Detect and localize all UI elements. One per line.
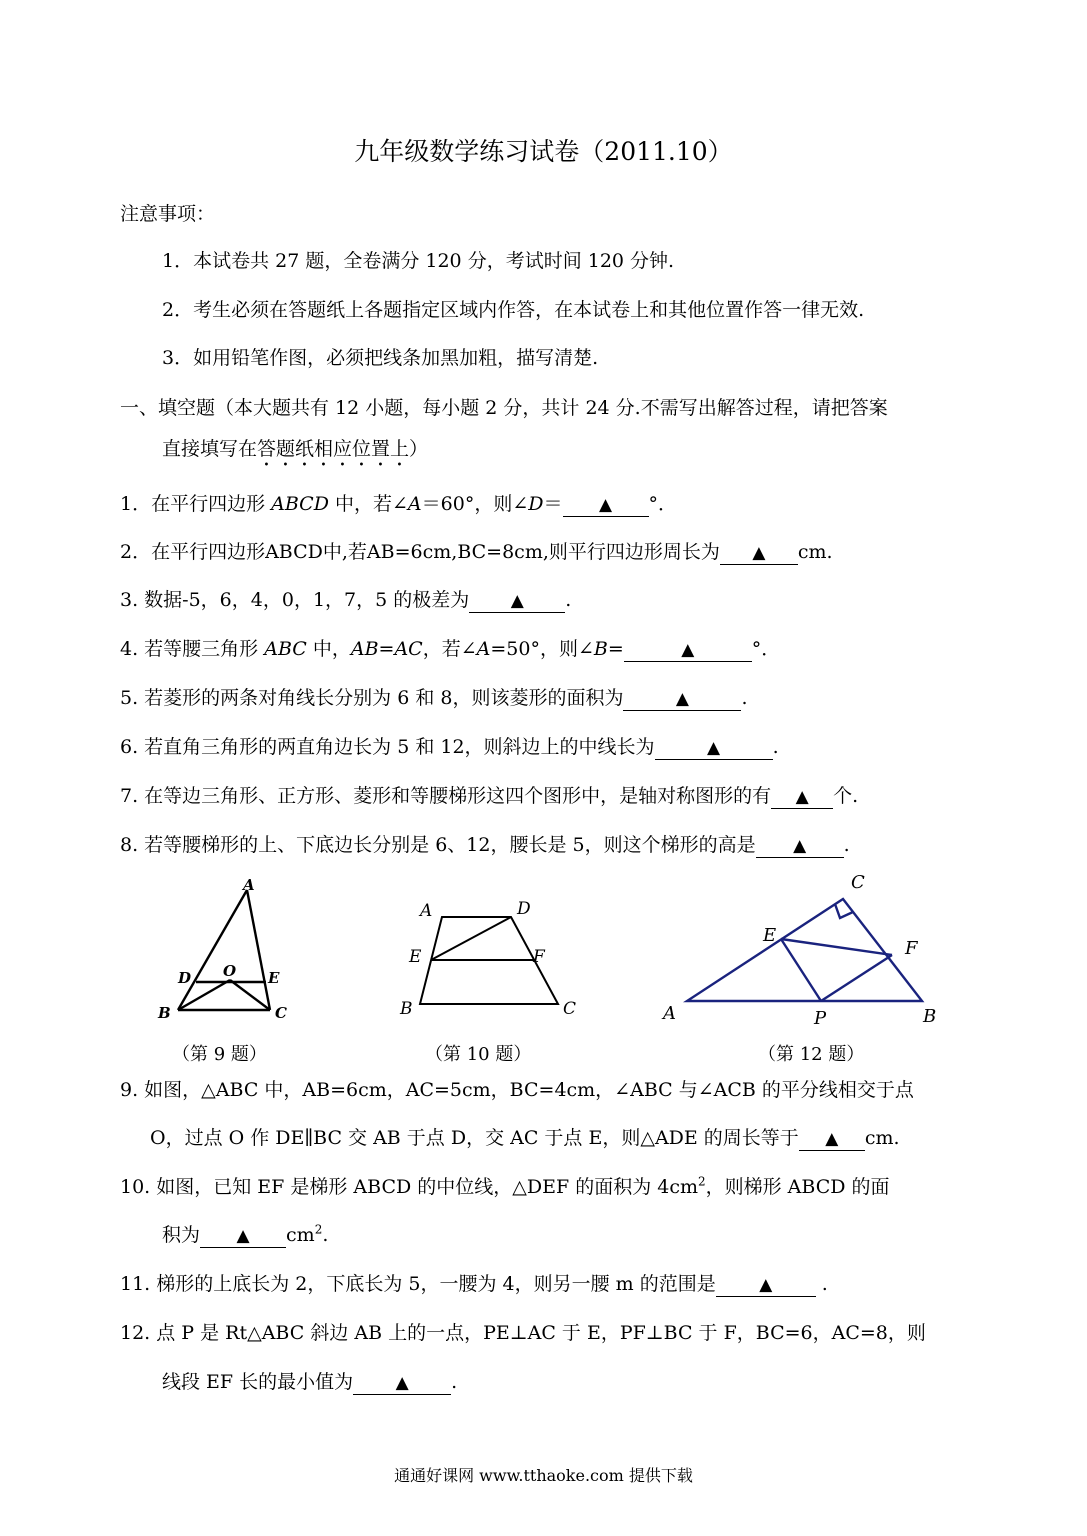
triangle-icon: ▲ xyxy=(681,640,695,660)
question-10-line1 xyxy=(120,1172,890,1199)
q11-text: . xyxy=(821,1273,828,1295)
q1-var: D xyxy=(528,493,544,515)
q4-var: AC xyxy=(394,638,423,660)
fig9-label-o: O xyxy=(223,962,237,980)
question-8 xyxy=(120,830,850,858)
q4-var: AB xyxy=(350,638,379,660)
q4-text: =50°，则∠ xyxy=(490,638,594,660)
section-heading-line2 xyxy=(162,434,428,471)
fig10-caption: （第 10 题） xyxy=(425,1044,532,1065)
q4-text: = xyxy=(378,638,395,660)
figure-12 xyxy=(655,868,955,1033)
q4-answer-blank[interactable] xyxy=(624,639,752,662)
question-3 xyxy=(120,585,571,613)
q4-text: 中， xyxy=(306,638,351,660)
q4-var: A xyxy=(476,638,491,660)
q6-text: 6. 若直角三角形的两直角边长为 5 和 12，则斜边上的中线长为 xyxy=(120,736,655,758)
fig9-label-c: C xyxy=(275,1004,287,1022)
q4-text: ，若∠ xyxy=(422,638,477,660)
q1-text: ＝60°，则∠ xyxy=(421,493,529,515)
q10-sup: 2 xyxy=(314,1222,323,1237)
fig12-caption: （第 12 题） xyxy=(758,1044,865,1065)
fig9-label-a: A xyxy=(243,876,255,894)
figure-9 xyxy=(150,868,310,1028)
question-5 xyxy=(120,683,748,711)
triangle-icon: ▲ xyxy=(395,1373,409,1393)
triangle-icon: ▲ xyxy=(793,836,807,856)
triangle-icon: ▲ xyxy=(675,689,689,709)
fig12-label-f: F xyxy=(905,938,918,959)
notice-heading: 注意事项： xyxy=(120,203,216,225)
fig10-label-d: D xyxy=(517,899,531,919)
triangle-icon: ▲ xyxy=(236,1226,250,1246)
q9-text: O，过点 O 作 DE∥BC 交 AB 于点 D，交 AC 于点 E，则△ADE 的周长等于 xyxy=(150,1127,799,1149)
q2-text: 2．在平行四边形ABCD中,若AB=6cm,BC=8cm,则平行四边形周长为 xyxy=(120,541,720,563)
fig12-label-b: B xyxy=(923,1006,937,1027)
notice-item-3: 3．如用铅笔作图，必须把线条加黑加粗，描写清楚. xyxy=(162,347,599,369)
q10-text: 积为 xyxy=(162,1224,201,1246)
question-12-line2 xyxy=(162,1367,457,1395)
q8-text: . xyxy=(843,834,850,856)
triangle-icon: ▲ xyxy=(598,495,613,515)
q7-text: 7. 在等边三角形、正方形、菱形和等腰梯形这四个图形中，是轴对称图形的有 xyxy=(120,785,772,807)
fig9-caption: （第 9 题） xyxy=(172,1044,267,1065)
q10-answer-blank[interactable] xyxy=(200,1225,286,1248)
q3-text: 3. 数据-5，6，4，0，1，7，5 的极差为 xyxy=(120,589,470,611)
triangle-icon: ▲ xyxy=(707,738,721,758)
q10-text: cm xyxy=(286,1224,315,1246)
fig10-label-e: E xyxy=(409,947,422,967)
section-heading-dotted: 答题纸相应位置上 xyxy=(257,438,410,460)
q10-text: ，则梯形 ABCD 的面 xyxy=(705,1176,890,1198)
q8-text: 8. 若等腰梯形的上、下底边长分别是 6、12，腰长是 5，则这个梯形的高是 xyxy=(120,834,756,856)
question-9-line2 xyxy=(150,1123,900,1151)
q4-text: °． xyxy=(751,638,781,660)
question-9-line1: 9. 如图，△ABC 中，AB=6cm，AC=5cm，BC=4cm，∠ABC 与∠ACB 的平分线相交于点 xyxy=(120,1079,914,1101)
q9-answer-blank[interactable] xyxy=(799,1128,865,1151)
q11-answer-blank[interactable] xyxy=(716,1274,816,1297)
notice-item-1: 1．本试卷共 27 题，全卷满分 120 分，考试时间 120 分钟. xyxy=(162,250,675,272)
q10-sup: 2 xyxy=(698,1174,706,1189)
q1-text: 中，若∠ xyxy=(328,493,408,515)
q6-text: . xyxy=(772,736,779,758)
q8-answer-blank[interactable] xyxy=(756,835,844,858)
fig10-label-f: F xyxy=(533,947,545,967)
question-4 xyxy=(120,634,780,662)
fig12-label-a: A xyxy=(663,1003,676,1024)
q5-text: . xyxy=(741,687,748,709)
q9-text: cm. xyxy=(864,1127,900,1149)
fig9-label-d: D xyxy=(178,969,192,987)
q12-text: 线段 EF 长的最小值为 xyxy=(162,1371,354,1393)
page-title: 九年级数学练习试卷（2011.10） xyxy=(354,137,733,166)
question-6 xyxy=(120,732,779,760)
question-7 xyxy=(120,781,858,809)
q1-text: 1．在平行四边形 xyxy=(120,493,272,515)
q5-answer-blank[interactable] xyxy=(623,688,741,711)
section-heading-post: ） xyxy=(409,438,429,460)
q1-text: ＝ xyxy=(543,493,563,515)
q11-text: 11. 梯形的上底长为 2，下底长为 5，一腰为 4，则另一腰 m 的范围是 xyxy=(120,1273,716,1295)
q1-var: A xyxy=(407,493,422,515)
fig12-label-c: C xyxy=(851,872,865,893)
q10-text: . xyxy=(322,1224,329,1246)
fig9-label-b: B xyxy=(158,1004,171,1022)
fig10-label-c: C xyxy=(563,999,577,1019)
q1-var: ABCD xyxy=(271,493,329,515)
q3-text: . xyxy=(565,589,572,611)
fig10-label-a: A xyxy=(420,901,433,921)
q1-answer-blank[interactable] xyxy=(563,494,649,517)
q12-text: . xyxy=(451,1371,458,1393)
q10-text: 10. 如图，已知 EF 是梯形 ABCD 的中位线，△DEF 的面积为 4cm xyxy=(120,1176,698,1198)
triangle-icon: ▲ xyxy=(825,1129,839,1149)
fig9-label-e: E xyxy=(268,969,280,987)
q4-text: = xyxy=(607,638,624,660)
footer-credit: 通通好课网 www.tthaoke.com 提供下载 xyxy=(394,1466,693,1485)
q7-text: 个. xyxy=(833,785,859,807)
q5-text: 5. 若菱形的两条对角线长分别为 6 和 8，则该菱形的面积为 xyxy=(120,687,624,709)
q1-text: °． xyxy=(648,493,678,515)
q2-text: cm. xyxy=(797,541,833,563)
q4-var: B xyxy=(593,638,608,660)
figure-10 xyxy=(398,892,588,1027)
q3-answer-blank[interactable] xyxy=(469,590,565,613)
q4-text: 4. 若等腰三角形 xyxy=(120,638,265,660)
fig12-label-e: E xyxy=(763,925,777,946)
fig10-label-b: B xyxy=(400,999,413,1019)
question-11 xyxy=(120,1269,828,1297)
question-2 xyxy=(120,537,833,565)
q4-var: ABC xyxy=(264,638,307,660)
question-1 xyxy=(120,489,677,517)
notice-item-2: 2．考生必须在答题纸上各题指定区域内作答，在本试卷上和其他位置作答一律无效. xyxy=(162,299,865,321)
q7-answer-blank[interactable] xyxy=(771,786,833,809)
section-heading-line1: 一、填空题（本大题共有 12 小题，每小题 2 分，共计 24 分.不需写出解答过程，请把答案 xyxy=(120,397,888,419)
triangle-icon: ▲ xyxy=(795,787,809,807)
triangle-icon: ▲ xyxy=(510,591,524,611)
triangle-icon: ▲ xyxy=(759,1275,773,1295)
q12-answer-blank[interactable] xyxy=(353,1372,451,1395)
question-10-line2 xyxy=(162,1220,328,1248)
question-12-line1: 12. 点 P 是 Rt△ABC 斜边 AB 上的一点，PE⊥AC 于 E，PF⊥BC 于 F，BC=6，AC=8，则 xyxy=(120,1322,926,1344)
q6-answer-blank[interactable] xyxy=(655,737,773,760)
section-heading-pre: 直接填写在 xyxy=(162,438,258,460)
q2-answer-blank[interactable] xyxy=(720,542,798,565)
fig12-label-p: P xyxy=(814,1008,827,1029)
triangle-icon: ▲ xyxy=(752,543,766,563)
